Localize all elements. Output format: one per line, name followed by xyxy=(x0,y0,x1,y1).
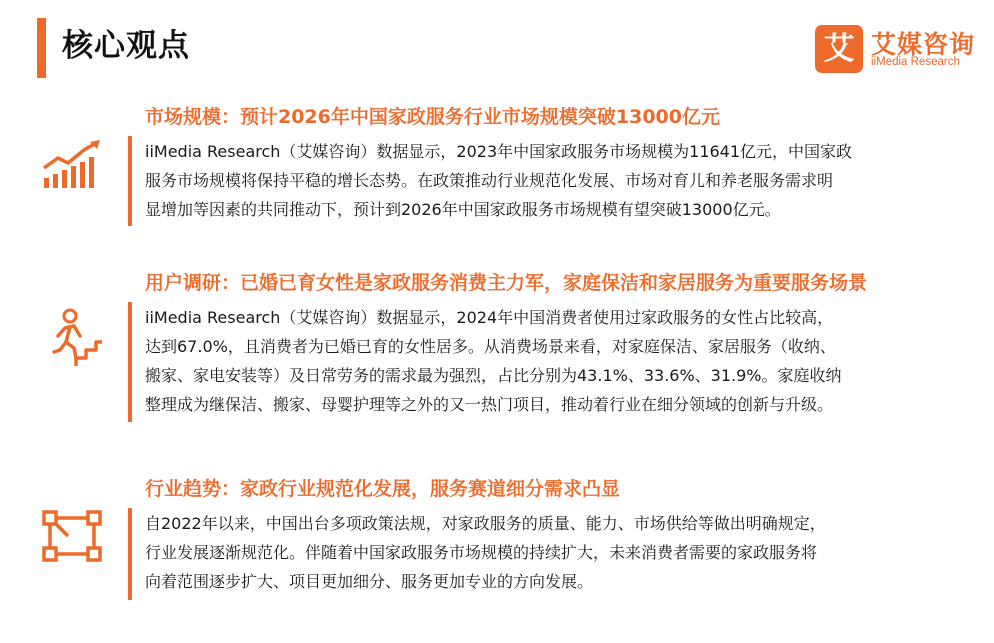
body-line: iiMedia Research（艾媒咨询）数据显示，2023年中国家政服务市场规模为11641亿元，中国家政 xyxy=(145,142,853,161)
body-line: iiMedia Research（艾媒咨询）数据显示，2024年中国消费者使用过家政服务的女性占比较高， xyxy=(145,308,834,327)
page-title: 核心观点 xyxy=(62,28,190,64)
body-line: 自2022年以来，中国出台多项政策法规，对家政服务的质量、能力、市场供给等做出明确规定， xyxy=(145,514,826,533)
body-line: 行业发展逐渐规范化。伴随着中国家政服务市场规模的持续扩大，未来消费者需要的家政服务将 xyxy=(145,543,818,562)
logo-brand-subtitle: iiMedia Research xyxy=(871,56,960,68)
body-line: 搬家、家电安装等）及日常劳务的需求最为强烈，占比分别为43.1%、33.6%、31.9%。家庭收纳 xyxy=(145,366,842,385)
growth-chart-icon xyxy=(40,138,104,190)
section-accent-bar xyxy=(128,136,132,226)
brand-logo xyxy=(815,25,975,73)
section-body xyxy=(145,509,965,596)
network-nodes-icon xyxy=(40,508,104,564)
section-body xyxy=(145,137,965,224)
person-climbing-stairs-icon xyxy=(40,308,104,368)
logo-mark-icon: 艾 xyxy=(815,25,863,73)
section-body xyxy=(145,303,965,419)
body-line: 整理成为继保洁、搬家、母婴护理等之外的又一热门项目，推动着行业在细分领域的创新与升级。 xyxy=(145,395,834,414)
section-accent-bar xyxy=(128,302,132,422)
body-line: 达到67.0%，且消费者为已婚已育的女性居多。从消费场景来看，对家庭保洁、家居服务（收纳、 xyxy=(145,337,836,356)
logo-brand-name: 艾媒咨询 xyxy=(871,30,976,59)
body-line: 向着范围逐步扩大、项目更加细分、服务更加专业的方向发展。 xyxy=(145,572,594,591)
section-heading: 用户调研：已婚已育女性是家政服务消费主力军，家庭保洁和家居服务为重要服务场景 xyxy=(145,272,868,294)
section-heading: 市场规模：预计2026年中国家政服务行业市场规模突破13000亿元 xyxy=(145,106,720,128)
section-heading: 行业趋势：家政行业规范化发展，服务赛道细分需求凸显 xyxy=(145,478,621,500)
body-line: 服务市场规模将保持平稳的增长态势。在政策推动行业规范化发展、市场对育儿和养老服务需求明 xyxy=(145,171,834,190)
title-accent-bar xyxy=(37,18,46,78)
body-line: 显增加等因素的共同推动下，预计到2026年中国家政服务市场规模有望突破13000亿元。 xyxy=(145,200,781,219)
section-accent-bar xyxy=(128,508,132,600)
